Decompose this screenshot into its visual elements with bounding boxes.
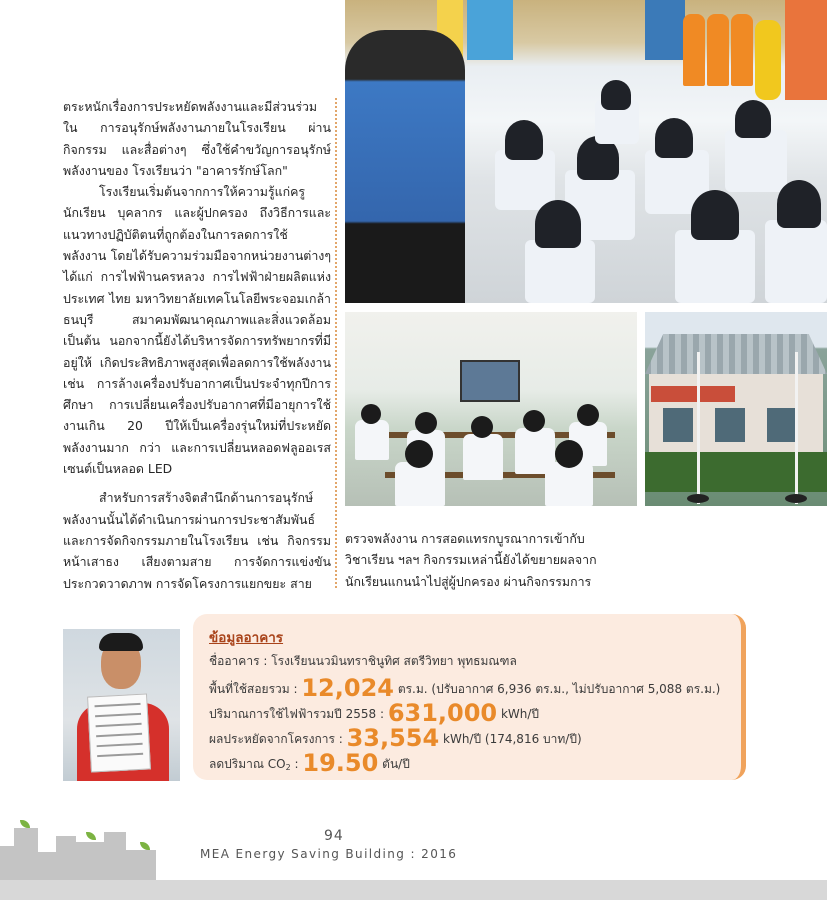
student-head (505, 120, 543, 160)
saving-label: ผลประหยัดจากโครงการ : (209, 732, 347, 746)
article-left-column (63, 96, 331, 594)
student-head (555, 440, 583, 468)
paragraph: ตรวจพลังงาน การสอดแทรกบูรณาการเข้ากับ วิชาเรียน ฯลฯ กิจกรรมเหล่านี้ยังได้ขยายผลจาก นักเรียนแกนนำไปสู่ผู้ปกครอง ผ่านกิจกรรมการ (345, 531, 597, 589)
area-value: 12,024 (301, 674, 394, 702)
co2-label: ลดปริมาณ CO (209, 757, 286, 771)
article-right-column (345, 528, 607, 592)
saving-detail: kWh/ปี (174,816 บาท/ปี) (443, 732, 582, 746)
photo-school-assembly (345, 0, 827, 303)
student-head (735, 100, 771, 138)
student-head (577, 404, 599, 426)
projector-screen (460, 360, 520, 402)
student-hair (99, 633, 143, 651)
staff-person (731, 14, 753, 86)
roof (645, 334, 827, 374)
page-number: 94 (324, 828, 344, 844)
electricity-value: 631,000 (387, 699, 498, 727)
student-head (655, 118, 693, 158)
publication-title: MEA Energy Saving Building : 2016 (200, 847, 458, 861)
student (355, 420, 389, 460)
student (675, 230, 755, 303)
co2-value: 19.50 (302, 749, 379, 777)
teacher (345, 30, 465, 303)
electricity-row (209, 699, 539, 727)
paragraph: โรงเรียนเริ่มต้นจากการให้ความรู้แก่ครู นักเรียน บุคลากร และผู้ปกครอง ถึงวิธีการและ แนวทางปฏิบัติตนที่ถูกต้องในการลดการใช้พลังงาน โดยได้รับความร่วมมือจากหน่วยงานต่างๆ ได้แก่ การไฟฟ้านครหลวง การไฟฟ้าฝ่ายผลิตแห่งประเทศ ไทย มหาวิทยาลัยเทคโนโลยีพระจอมเกล้าธนบุรี สมาคมพัฒนาคุณภาพและสิ่งแวดล้อม เป็นต้น นอกจากนี้ยังได้บริหารจัดการทรัพยากรที่มีอยู่ให้ เกิดประสิทธิภาพสูงสุดเพื่อลดการใช้พลังงาน เช่น การล้างเครื่องปรับอากาศเป็นประจำทุกปีการศึกษา การเปลี่ยนเครื่องปรับอากาศที่มีอายุการใช้งานเกิน 20 ปีให้เป็นเครื่องรุ่นใหม่ที่ประหยัดพลังงานมาก กว่า และการเปลี่ยนหลอดฟลูออเรสเซนต์เป็นหลอด LED (63, 184, 331, 477)
photo-student-with-certificate (63, 629, 180, 781)
co2-row (209, 749, 410, 777)
hedge (645, 452, 827, 492)
student (545, 462, 593, 506)
building-info-box (193, 614, 746, 780)
saving-row (209, 724, 582, 752)
student (725, 130, 787, 192)
window (767, 408, 797, 442)
flag-pole (697, 352, 700, 504)
leaf-icon (20, 820, 30, 828)
area-row (209, 674, 720, 702)
student-head (415, 412, 437, 434)
co2-subscript: 2 (285, 763, 291, 772)
co2-unit: ตัน/ปี (382, 757, 410, 771)
tire-base (785, 494, 807, 503)
leaf-icon (86, 832, 96, 840)
student-head (535, 200, 581, 248)
column-divider (335, 98, 337, 588)
paragraph: ตระหนักเรื่องการประหยัดพลังงานและมีส่วนร่วมใน การอนุรักษ์พลังงานภายในโรงเรียน ผ่านกิจกรรม และสื่อต่างๆ ซึ่งใช้คำขวัญการอนุรักษ์พลังงานของ โรงเรียนว่า "อาคารรักษ์โลก" (63, 99, 331, 178)
paragraph: สำหรับการสร้างจิตสำนึกด้านการอนุรักษ์ พลังงานนั้นได้ดำเนินการผ่านการประชาสัมพันธ์ และการจัดกิจกรรมภายในโรงเรียน เช่น กิจกรรม หน้าเสาธง เสียงตามสาย การจัดการแข่งขัน ประกวดวาดภาพ การจัดโครงการแยกขยะ สาย (63, 490, 331, 591)
staff-person (683, 14, 705, 86)
electricity-label: ปริมาณการใช้ไฟฟ้ารวมปี 2558 : (209, 707, 388, 721)
student-head (471, 416, 493, 438)
window (663, 408, 693, 442)
banner (645, 0, 685, 60)
building-name-value: โรงเรียนนวมินทราชินูทิศ สตรีวิทยา พุทธมณฑล (271, 654, 517, 668)
student (395, 462, 445, 506)
student-head (361, 404, 381, 424)
mascot (755, 20, 781, 100)
building-name-label: ชื่ออาคาร : (209, 654, 272, 668)
leaf-icon (140, 842, 150, 850)
banner (467, 0, 513, 60)
photo-school-building (645, 312, 827, 506)
certificate (87, 693, 151, 772)
window (715, 408, 745, 442)
flag-pole (795, 352, 798, 504)
student-head (777, 180, 821, 228)
photo-classroom (345, 312, 637, 506)
area-label: พื้นที่ใช้สอยรวม : (209, 682, 302, 696)
area-detail: ตร.ม. (ปรับอากาศ 6,936 ตร.ม., ไม่ปรับอากาศ 5,088 ตร.ม.) (397, 682, 721, 696)
building-name-row (209, 652, 517, 671)
building-sign (651, 386, 735, 402)
student-head (405, 440, 433, 468)
banner (785, 0, 827, 100)
tire-base (687, 494, 709, 503)
student-head (523, 410, 545, 432)
staff-person (707, 14, 729, 86)
student (463, 434, 503, 480)
student (525, 240, 595, 303)
footer-band (0, 880, 827, 900)
co2-separator: : (290, 757, 303, 771)
student-head (691, 190, 739, 240)
electricity-unit: kWh/ปี (500, 707, 540, 721)
student-head (601, 80, 631, 110)
student (765, 220, 827, 303)
info-box-title: ข้อมูลอาคาร (209, 630, 284, 646)
saving-value: 33,554 (346, 724, 440, 752)
